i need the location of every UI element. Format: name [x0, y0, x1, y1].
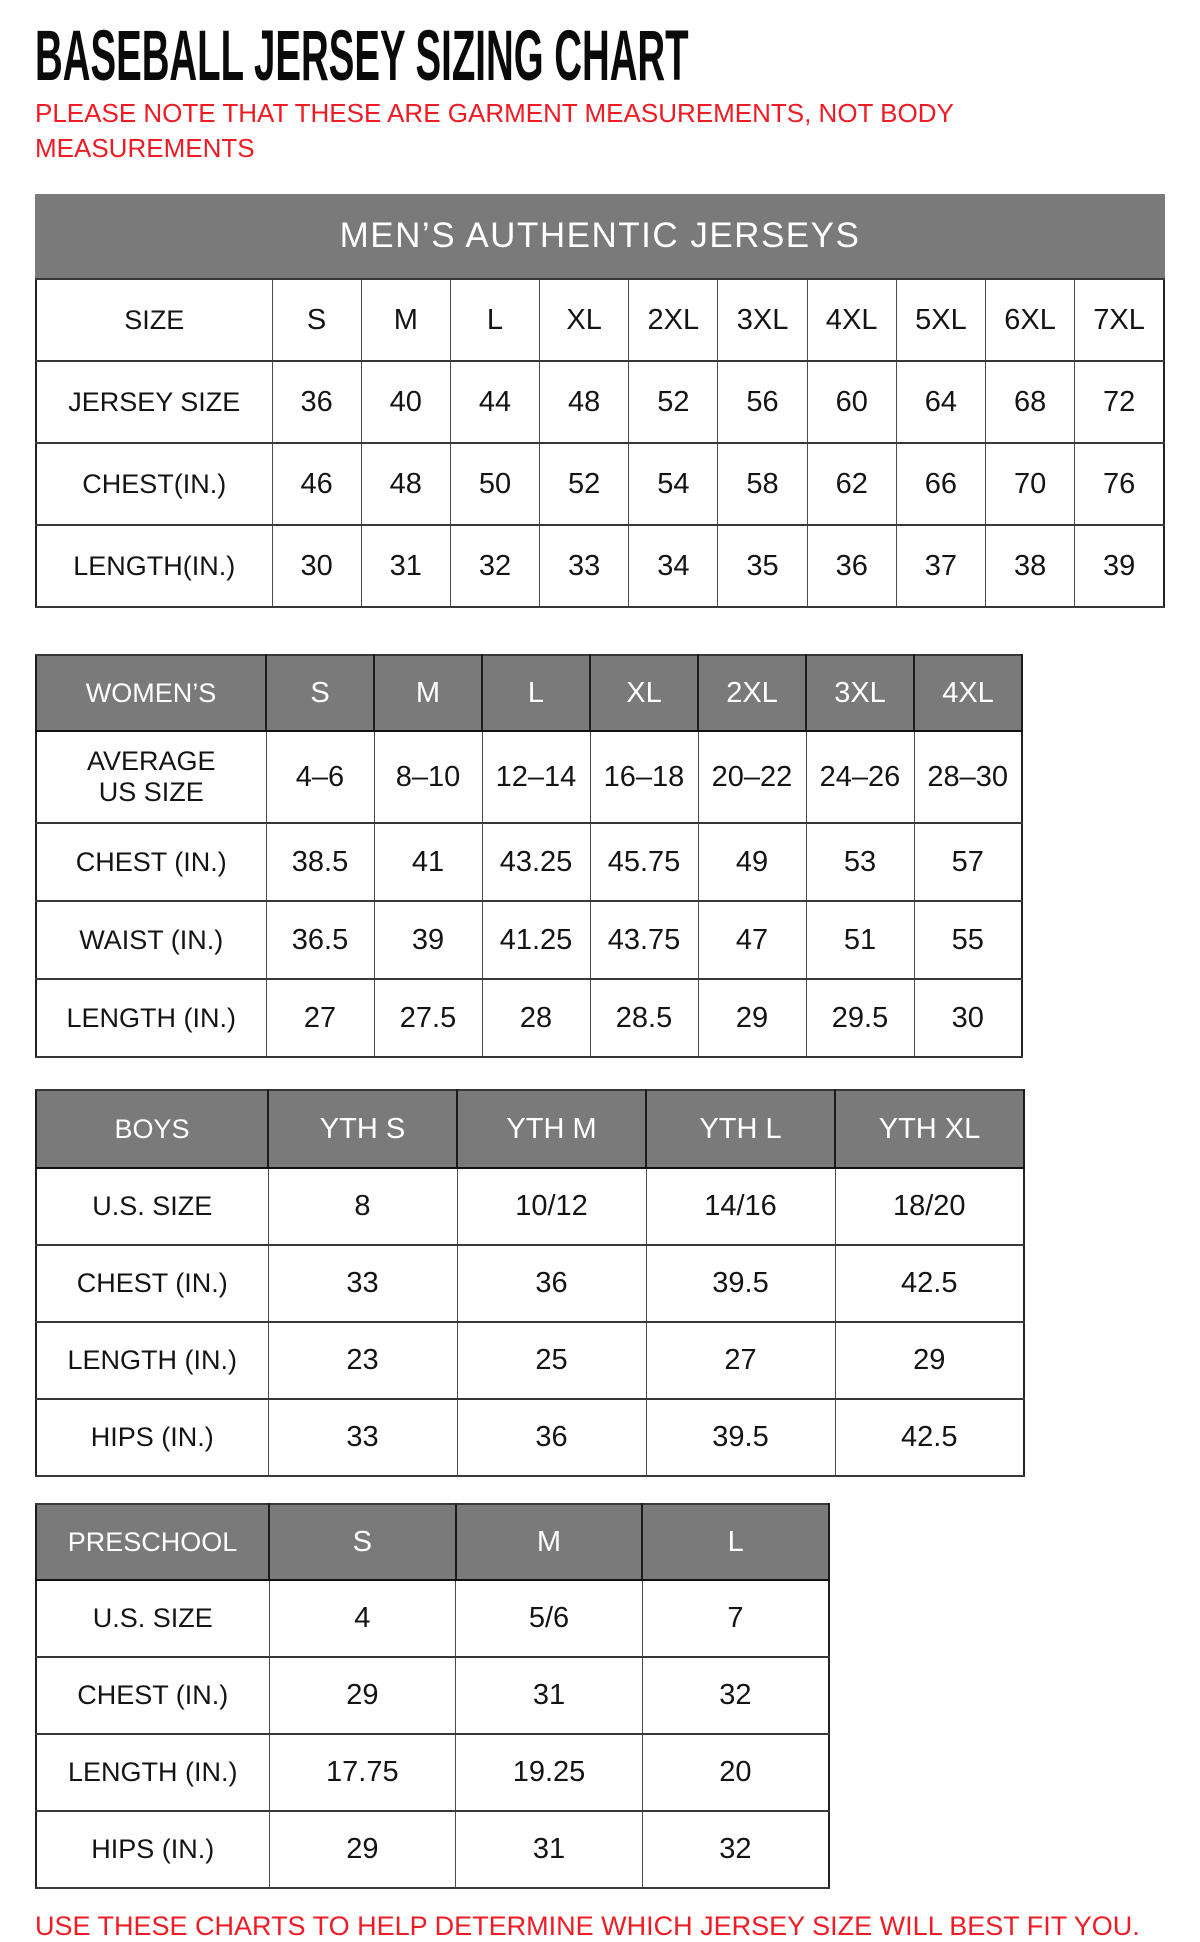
- size-value-cell: 14/16: [646, 1168, 835, 1245]
- size-column-header: 4XL: [914, 655, 1022, 731]
- size-value-cell: 23: [268, 1322, 457, 1399]
- size-value-cell: 66: [896, 443, 985, 525]
- size-value-cell: 30: [272, 525, 361, 607]
- size-value-cell: 51: [806, 901, 914, 979]
- row-label: LENGTH (IN.): [67, 1757, 238, 1787]
- size-value-cell: 19.25: [456, 1734, 643, 1811]
- row-label-cell: [36, 1245, 268, 1322]
- size-value-cell: 39.5: [646, 1399, 835, 1476]
- size-value-cell: 10/12: [457, 1168, 646, 1245]
- header-label-cell: SIZE: [36, 279, 272, 361]
- size-column-header: XL: [540, 279, 629, 361]
- size-value-cell: 27: [646, 1322, 835, 1399]
- size-value-cell: 32: [450, 525, 539, 607]
- row-label-cell: [36, 1168, 268, 1245]
- garment-measurements-note: [35, 96, 1165, 166]
- size-value-cell: 37: [896, 525, 985, 607]
- boys-grid: [35, 1089, 1025, 1477]
- size-value-cell: 28–30: [914, 731, 1022, 823]
- footer-note: USE THESE CHARTS TO HELP DETERMINE WHICH JERSEY SIZE WILL BEST FIT YOU.: [35, 1911, 1140, 1941]
- size-value-cell: 43.75: [590, 901, 698, 979]
- size-value-cell: 29: [269, 1657, 456, 1734]
- size-column-header: YTH L: [646, 1090, 835, 1168]
- row-label: CHEST (IN.): [76, 1268, 228, 1298]
- size-value-cell: 42.5: [835, 1399, 1024, 1476]
- row-label-cell: [36, 361, 272, 443]
- row-label: HIPS (IN.): [91, 1834, 215, 1864]
- row-label: CHEST (IN.): [77, 1680, 229, 1710]
- size-value-cell: 33: [540, 525, 629, 607]
- size-value-cell: 33: [268, 1245, 457, 1322]
- size-column-header: L: [482, 655, 590, 731]
- size-column-header: YTH M: [457, 1090, 646, 1168]
- preschool-grid: [35, 1503, 830, 1889]
- row-label: LENGTH(IN.): [73, 550, 236, 581]
- size-value-cell: 38.5: [266, 823, 374, 901]
- size-column-header: 6XL: [986, 279, 1075, 361]
- row-label: CHEST(IN.): [82, 468, 227, 499]
- size-value-cell: 64: [896, 361, 985, 443]
- size-value-cell: 68: [986, 361, 1075, 443]
- size-column-header: S: [269, 1504, 456, 1580]
- size-value-cell: 29: [698, 979, 806, 1057]
- size-value-cell: 42.5: [835, 1245, 1024, 1322]
- size-value-cell: 62: [807, 443, 896, 525]
- row-label: WAIST (IN.): [79, 924, 224, 955]
- size-value-cell: 17.75: [269, 1734, 456, 1811]
- row-label-cell: [36, 1657, 269, 1734]
- size-value-cell: 40: [361, 361, 450, 443]
- row-label-line2: US SIZE: [98, 777, 204, 807]
- size-column-header: YTH S: [268, 1090, 457, 1168]
- size-value-cell: 29: [835, 1322, 1024, 1399]
- size-value-cell: 36: [272, 361, 361, 443]
- size-column-header: S: [266, 655, 374, 731]
- size-value-cell: 57: [914, 823, 1022, 901]
- size-value-cell: 49: [698, 823, 806, 901]
- size-value-cell: 33: [268, 1399, 457, 1476]
- table-banner: MEN’S AUTHENTIC JERSEYS: [35, 194, 1165, 278]
- size-value-cell: 41: [374, 823, 482, 901]
- size-value-cell: 60: [807, 361, 896, 443]
- note-line-2: MEASUREMENTS: [35, 133, 255, 163]
- mens-authentic-jerseys-grid: [35, 278, 1165, 608]
- row-label-cell: [36, 1811, 269, 1888]
- row-label-cell: [36, 525, 272, 607]
- size-column-header: 2XL: [629, 279, 718, 361]
- size-value-cell: 52: [540, 443, 629, 525]
- womens-grid: [35, 654, 1023, 1058]
- size-value-cell: 43.25: [482, 823, 590, 901]
- size-value-cell: 48: [540, 361, 629, 443]
- size-value-cell: 28: [482, 979, 590, 1057]
- row-label-cell: [36, 1399, 268, 1476]
- size-value-cell: 12–14: [482, 731, 590, 823]
- size-value-cell: 52: [629, 361, 718, 443]
- size-value-cell: 29: [269, 1811, 456, 1888]
- size-value-cell: 28.5: [590, 979, 698, 1057]
- size-value-cell: 54: [629, 443, 718, 525]
- size-value-cell: 4–6: [266, 731, 374, 823]
- note-line-1: PLEASE NOTE THAT THESE ARE GARMENT MEASUREMENTS, NOT BODY: [35, 98, 954, 128]
- size-value-cell: 31: [456, 1811, 643, 1888]
- size-column-header: YTH XL: [835, 1090, 1024, 1168]
- size-column-header: M: [456, 1504, 643, 1580]
- size-column-header: L: [642, 1504, 829, 1580]
- size-value-cell: 4: [269, 1580, 456, 1657]
- row-label: U.S. SIZE: [92, 1191, 213, 1221]
- size-value-cell: 39: [374, 901, 482, 979]
- size-value-cell: 31: [361, 525, 450, 607]
- size-value-cell: 45.75: [590, 823, 698, 901]
- size-value-cell: 31: [456, 1657, 643, 1734]
- womens-table: [35, 654, 1023, 1058]
- size-value-cell: 24–26: [806, 731, 914, 823]
- row-label: AVERAGE: [86, 746, 216, 776]
- row-label-cell: [36, 1734, 269, 1811]
- size-value-cell: 53: [806, 823, 914, 901]
- size-value-cell: 36: [457, 1399, 646, 1476]
- size-column-header: L: [450, 279, 539, 361]
- size-column-header: 5XL: [896, 279, 985, 361]
- row-label: CHEST (IN.): [75, 846, 227, 877]
- size-column-header: M: [374, 655, 482, 731]
- size-value-cell: 27.5: [374, 979, 482, 1057]
- row-label-cell: [36, 1580, 269, 1657]
- size-value-cell: 36.5: [266, 901, 374, 979]
- size-value-cell: 50: [450, 443, 539, 525]
- size-value-cell: 8: [268, 1168, 457, 1245]
- row-label: LENGTH (IN.): [66, 1002, 236, 1033]
- size-value-cell: 36: [457, 1245, 646, 1322]
- row-label-cell: [36, 979, 266, 1057]
- row-label: HIPS (IN.): [90, 1422, 214, 1452]
- size-value-cell: 38: [986, 525, 1075, 607]
- size-value-cell: 5/6: [456, 1580, 643, 1657]
- size-value-cell: 36: [807, 525, 896, 607]
- size-column-header: XL: [590, 655, 698, 731]
- size-value-cell: 8–10: [374, 731, 482, 823]
- header-label-cell: WOMEN’S: [36, 655, 266, 731]
- row-label: LENGTH (IN.): [67, 1345, 237, 1375]
- size-value-cell: 47: [698, 901, 806, 979]
- size-value-cell: 20–22: [698, 731, 806, 823]
- size-value-cell: 56: [718, 361, 807, 443]
- size-value-cell: 76: [1075, 443, 1164, 525]
- size-value-cell: 41.25: [482, 901, 590, 979]
- page-title: BASEBALL JERSEY SIZING CHART: [35, 14, 689, 96]
- size-value-cell: 72: [1075, 361, 1164, 443]
- mens-authentic-jerseys-table: [35, 194, 1165, 608]
- boys-table: [35, 1089, 1025, 1477]
- row-label-cell: [36, 443, 272, 525]
- size-column-header: 7XL: [1075, 279, 1164, 361]
- size-value-cell: 16–18: [590, 731, 698, 823]
- size-value-cell: 32: [642, 1811, 829, 1888]
- size-value-cell: 29.5: [806, 979, 914, 1057]
- size-column-header: 3XL: [806, 655, 914, 731]
- row-label-cell: [36, 901, 266, 979]
- row-label: JERSEY SIZE: [68, 386, 241, 417]
- size-value-cell: 7: [642, 1580, 829, 1657]
- size-column-header: 3XL: [718, 279, 807, 361]
- size-value-cell: 44: [450, 361, 539, 443]
- header-label-cell: PRESCHOOL: [36, 1504, 269, 1580]
- size-value-cell: 55: [914, 901, 1022, 979]
- size-column-header: S: [272, 279, 361, 361]
- size-value-cell: 32: [642, 1657, 829, 1734]
- size-column-header: M: [361, 279, 450, 361]
- row-label-cell: [36, 1322, 268, 1399]
- size-value-cell: 46: [272, 443, 361, 525]
- size-value-cell: 34: [629, 525, 718, 607]
- size-value-cell: 58: [718, 443, 807, 525]
- row-label-cell: [36, 823, 266, 901]
- preschool-table: [35, 1503, 830, 1889]
- size-value-cell: 27: [266, 979, 374, 1057]
- header-label-cell: BOYS: [36, 1090, 268, 1168]
- size-value-cell: 39: [1075, 525, 1164, 607]
- size-value-cell: 20: [642, 1734, 829, 1811]
- row-label-cell: [36, 731, 266, 823]
- size-value-cell: 25: [457, 1322, 646, 1399]
- size-column-header: 2XL: [698, 655, 806, 731]
- size-value-cell: 39.5: [646, 1245, 835, 1322]
- row-label: U.S. SIZE: [92, 1603, 213, 1633]
- size-value-cell: 18/20: [835, 1168, 1024, 1245]
- size-value-cell: 70: [986, 443, 1075, 525]
- size-value-cell: 35: [718, 525, 807, 607]
- size-column-header: 4XL: [807, 279, 896, 361]
- size-value-cell: 30: [914, 979, 1022, 1057]
- size-value-cell: 48: [361, 443, 450, 525]
